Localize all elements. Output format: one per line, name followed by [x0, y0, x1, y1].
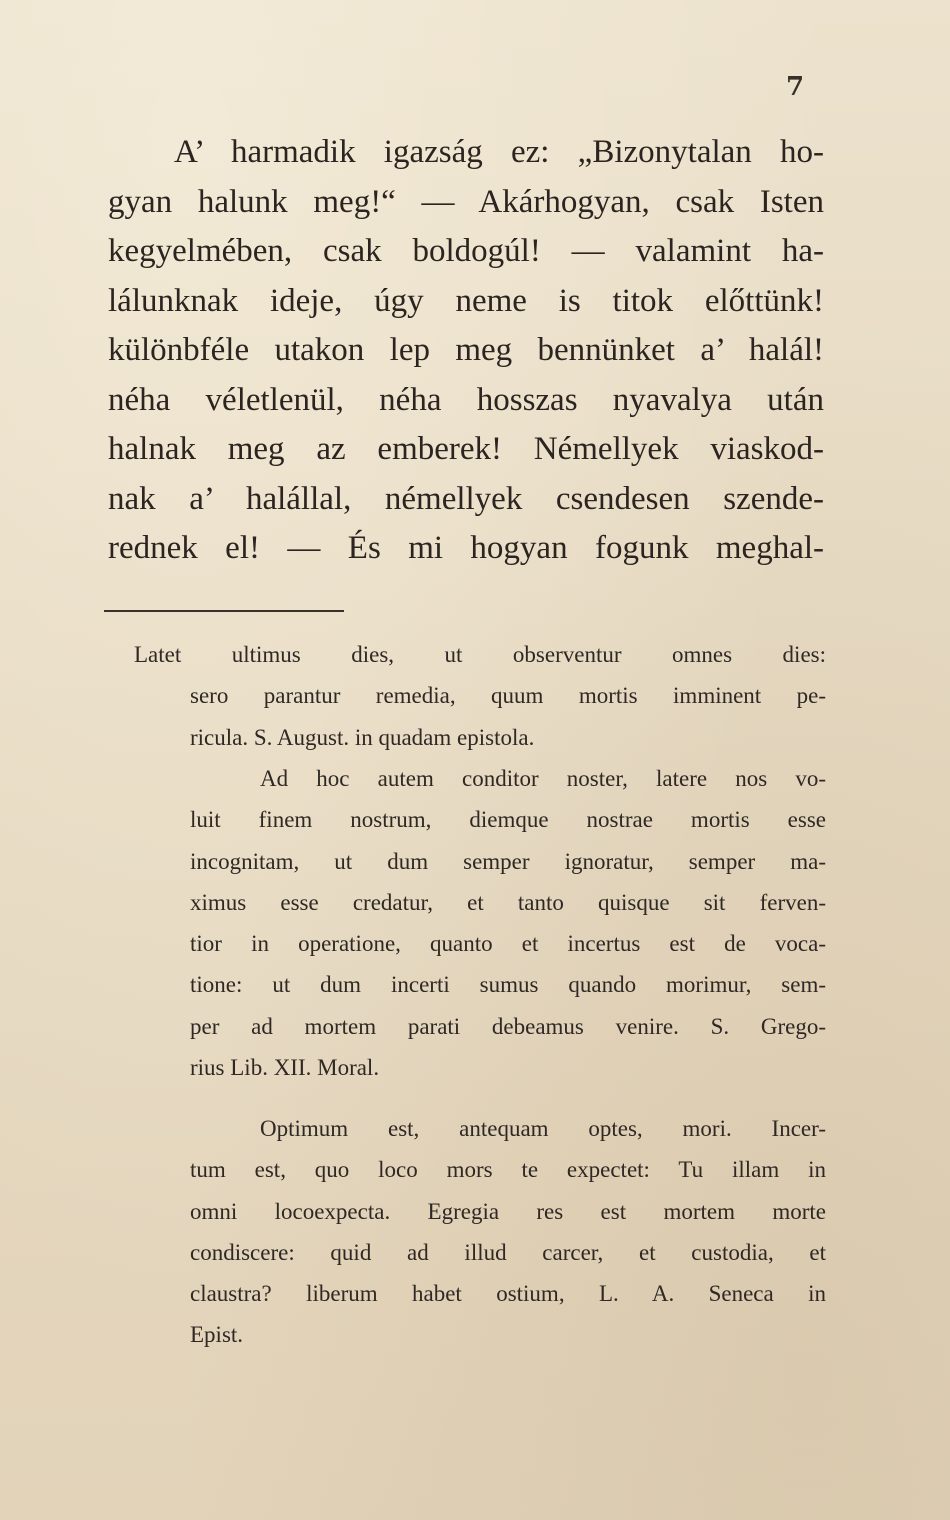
footnote-line: ximus esse credatur, et tanto quisque sit ferven- — [190, 889, 826, 915]
footnote-line: claustra? liberum habet ostium, L. A. Seneca in — [190, 1281, 826, 1307]
footnote-divider — [104, 610, 344, 612]
footnote-line: tum est, quo loco mors te expectet: Tu illam in — [190, 1157, 826, 1183]
footnote-line: rius Lib. XII. Moral. — [190, 1055, 380, 1081]
main-line: néha véletlenül, néha hosszas nyavalya után — [108, 381, 824, 418]
footnote-line: incognitam, ut dum semper ignoratur, semper ma- — [190, 848, 826, 874]
footnote-seneca — [190, 1108, 826, 1356]
footnote-line: tione: ut dum incerti sumus quando morimur, sem- — [190, 972, 826, 998]
main-line: halnak meg az emberek! Némellyek viaskod- — [108, 431, 824, 467]
footnote-line: Ad hoc autem conditor noster, latere nos vo- — [260, 766, 826, 791]
footnote-line: per ad mortem parati debeamus venire. S. Grego- — [190, 1013, 826, 1039]
footnote-line: sero parantur remedia, quum mortis imminent pe- — [190, 683, 826, 709]
main-line: A’ harmadik igazság ez: „Bizonytalan ho- — [174, 134, 824, 170]
main-line: nak a’ halállal, némellyek csendesen szende- — [108, 480, 824, 517]
main-line: kegyelmében, csak boldogúl! — valamint ha- — [108, 233, 824, 269]
main-line: gyan halunk meg!“ — Akárhogyan, csak Isten — [108, 183, 824, 220]
main-paragraph — [108, 128, 824, 574]
footnote-line: tior in operatione, quanto et incertus est de voca- — [190, 931, 826, 957]
footnote-line: condiscere: quid ad illud carcer, et custodia, et — [190, 1239, 826, 1265]
footnote-line: ricula. S. August. in quadam epistola. — [190, 724, 535, 750]
footnote-line: Optimum est, antequam optes, mori. Incer- — [260, 1116, 826, 1141]
page-number: 7 — [786, 72, 805, 102]
main-line: rednek el! — És mi hogyan fogunk meghal- — [108, 530, 824, 566]
footnote-line: luit finem nostrum, diemque nostrae mortis esse — [190, 807, 826, 833]
footnote-line: omni locoexpecta. Egregia res est mortem morte — [190, 1198, 826, 1224]
main-line: lálunknak ideje, úgy neme is titok előttünk! — [108, 282, 824, 319]
footnote-augustine — [134, 634, 826, 758]
main-line: különbféle utakon lep meg bennünket a’ halál! — [108, 332, 824, 368]
footnote-line: Latet ultimus dies, ut observentur omnes dies: — [134, 642, 826, 667]
footnote-gregorius — [190, 758, 826, 1088]
footnote-line: Epist. — [190, 1322, 244, 1348]
